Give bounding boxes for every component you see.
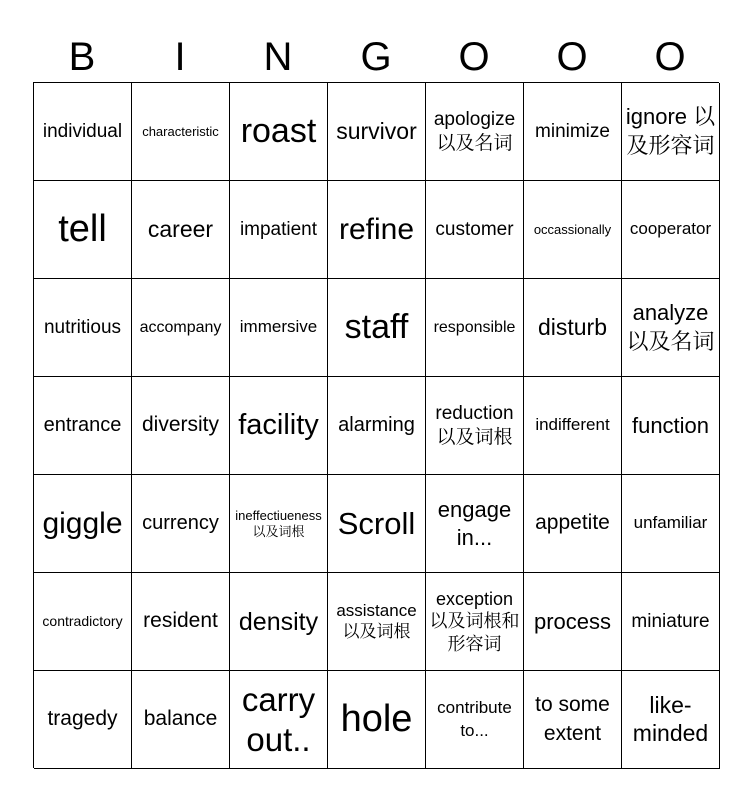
cell-text: balance	[143, 707, 218, 731]
cell-text: contribute to...	[437, 697, 512, 740]
bingo-cell[interactable]	[230, 181, 328, 279]
cell-text: unfamiliar	[633, 513, 708, 533]
bingo-cell[interactable]	[132, 279, 230, 377]
cell-text: diversity	[141, 413, 220, 437]
bingo-cell[interactable]	[230, 377, 328, 475]
cell-text: carry out..	[241, 680, 316, 758]
cell-text: reduction 以及词根	[435, 402, 514, 448]
bingo-cell[interactable]	[328, 475, 426, 573]
cell-text: entrance	[43, 414, 122, 436]
bingo-cell[interactable]	[132, 475, 230, 573]
cell-text: process	[533, 608, 612, 634]
bingo-cell[interactable]	[524, 181, 622, 279]
bingo-cell[interactable]	[426, 377, 524, 475]
bingo-cell[interactable]	[622, 475, 720, 573]
bingo-cell[interactable]	[426, 573, 524, 671]
bingo-cell[interactable]	[34, 181, 132, 279]
header-letter-i: I	[174, 35, 186, 79]
cell-text: currency	[142, 512, 219, 534]
bingo-cell[interactable]	[426, 181, 524, 279]
bingo-cell[interactable]	[524, 377, 622, 475]
cell-text: ignore 以及形容词	[625, 103, 716, 158]
cell-text: indifferent	[535, 415, 610, 435]
header-letter-n: N	[263, 35, 293, 79]
cell-text: cooperator	[629, 219, 712, 239]
bingo-cell[interactable]	[230, 573, 328, 671]
cell-text: analyze 以及名词	[626, 299, 715, 354]
cell-text: tell	[58, 207, 107, 250]
cell-text: individual	[42, 120, 123, 142]
cell-text: accompany	[139, 318, 222, 336]
cell-text: apologize 以及名词	[433, 108, 516, 154]
bingo-cell[interactable]	[524, 671, 622, 769]
bingo-cell[interactable]	[426, 475, 524, 573]
cell-text: career	[147, 215, 214, 242]
cell-text: immersive	[239, 317, 318, 337]
bingo-cell[interactable]	[622, 377, 720, 475]
bingo-cell[interactable]	[34, 279, 132, 377]
bingo-cell[interactable]	[230, 671, 328, 769]
bingo-cell[interactable]	[426, 83, 524, 181]
bingo-cell[interactable]	[132, 181, 230, 279]
cell-text: occassionally	[533, 221, 612, 237]
header-letter-o3: O	[654, 35, 686, 79]
bingo-cell[interactable]	[426, 279, 524, 377]
bingo-cell[interactable]	[230, 83, 328, 181]
bingo-cell[interactable]	[622, 83, 720, 181]
cell-text: resident	[143, 609, 218, 633]
bingo-cell[interactable]	[328, 279, 426, 377]
header-letter-b: B	[68, 35, 96, 79]
cell-text: giggle	[42, 506, 123, 540]
cell-text: responsible	[433, 318, 516, 336]
cell-text: alarming	[338, 414, 415, 436]
bingo-cell[interactable]	[622, 671, 720, 769]
cell-text: engage in...	[437, 497, 512, 550]
bingo-cell[interactable]	[328, 377, 426, 475]
bingo-cell[interactable]	[132, 83, 230, 181]
cell-text: Scroll	[337, 505, 416, 541]
bingo-cell[interactable]	[132, 377, 230, 475]
bingo-cell[interactable]	[524, 83, 622, 181]
cell-text: exception 以及词根和形容词	[429, 588, 520, 654]
bingo-board	[33, 82, 719, 768]
cell-text: to some extent	[535, 693, 610, 745]
cell-text: ineffectiueness 以及词根	[235, 507, 322, 539]
bingo-cell[interactable]	[34, 475, 132, 573]
bingo-cell[interactable]	[622, 181, 720, 279]
cell-text: impatient	[239, 218, 318, 240]
bingo-cell[interactable]	[426, 671, 524, 769]
header-letter-g: G	[360, 35, 392, 79]
bingo-cell[interactable]	[328, 181, 426, 279]
cell-text: staff	[344, 308, 409, 347]
bingo-cell[interactable]	[132, 573, 230, 671]
bingo-cell[interactable]	[524, 573, 622, 671]
bingo-header	[33, 32, 719, 82]
cell-text: roast	[240, 112, 317, 151]
cell-text: facility	[238, 409, 319, 442]
cell-text: function	[631, 412, 710, 438]
bingo-cell[interactable]	[34, 671, 132, 769]
bingo-cell[interactable]	[230, 475, 328, 573]
bingo-cell[interactable]	[34, 83, 132, 181]
bingo-cell[interactable]	[34, 573, 132, 671]
cell-text: characteristic	[142, 123, 219, 139]
cell-text: density	[238, 607, 319, 636]
bingo-cell[interactable]	[132, 671, 230, 769]
cell-text: appetite	[535, 511, 610, 535]
bingo-cell[interactable]	[622, 279, 720, 377]
cell-text: survivor	[336, 117, 417, 144]
bingo-cell[interactable]	[328, 83, 426, 181]
cell-text: refine	[338, 212, 415, 246]
bingo-cell[interactable]	[230, 279, 328, 377]
cell-text: hole	[340, 697, 413, 740]
bingo-cell[interactable]	[34, 377, 132, 475]
header-letter-o1: O	[458, 35, 490, 79]
bingo-cell[interactable]	[328, 573, 426, 671]
header-letter-o2: O	[556, 35, 588, 79]
cell-text: like-minded	[632, 691, 709, 746]
bingo-cell[interactable]	[524, 279, 622, 377]
cell-text: nutritious	[43, 316, 122, 338]
bingo-cell[interactable]	[622, 573, 720, 671]
cell-text: customer	[435, 218, 514, 240]
cell-text: minimize	[535, 120, 610, 142]
cell-text: tragedy	[47, 707, 118, 731]
cell-text: assistance 以及词根	[336, 601, 417, 641]
bingo-cell[interactable]	[524, 475, 622, 573]
bingo-cell[interactable]	[328, 671, 426, 769]
cell-text: miniature	[631, 610, 710, 632]
cell-text: contradictory	[42, 613, 123, 630]
cell-text: disturb	[537, 313, 608, 340]
